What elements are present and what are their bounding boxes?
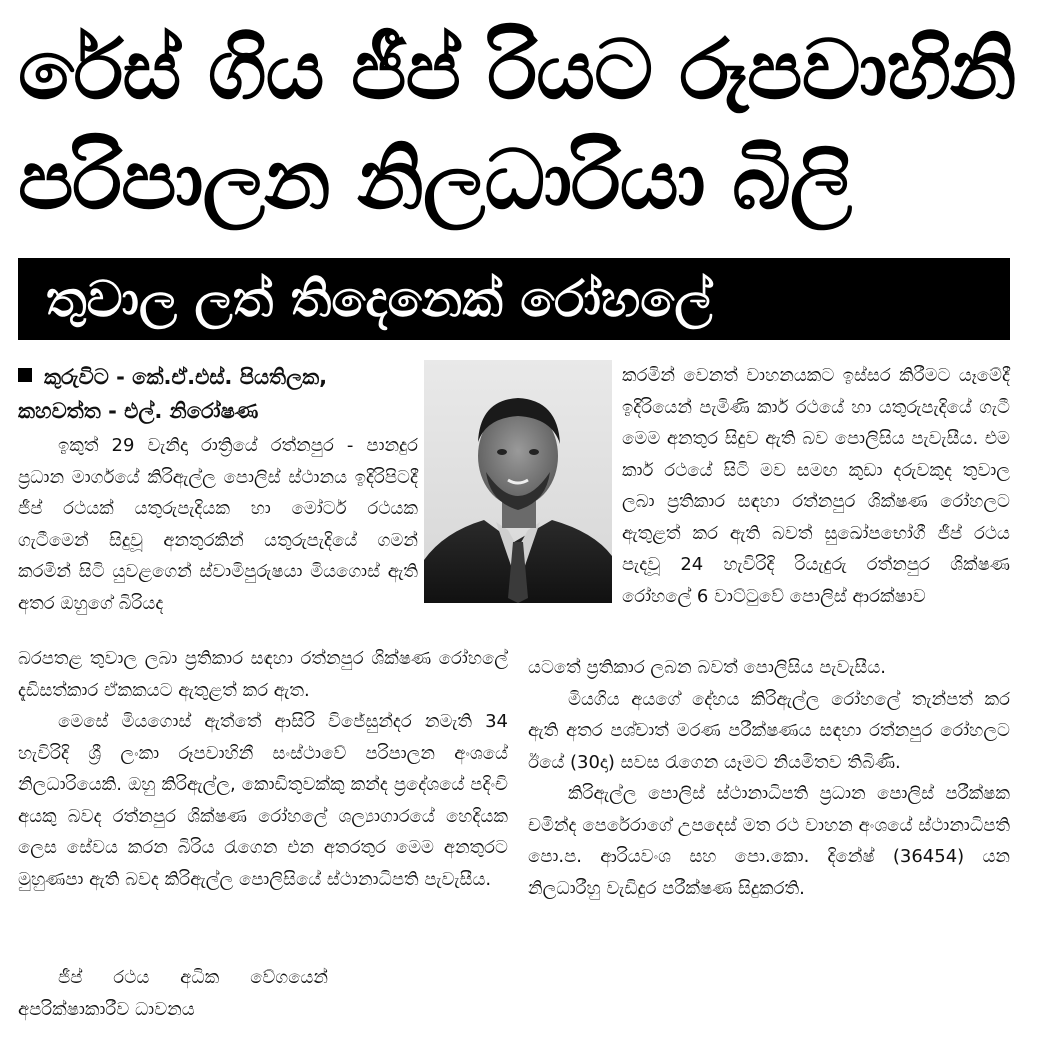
article-body-right-wide bbox=[528, 652, 1010, 904]
portrait-photo-icon bbox=[424, 360, 612, 603]
paragraph: ජීප් රථය අධික වේගයෙන් අපරික්ෂාකාරීව ධාවනය bbox=[18, 967, 328, 1020]
paragraph: කිරිඇල්ල පොලිස් ස්ථානාධිපති ප්‍රධාන පොලිස් පරීක්ෂක චමින්ද පෙරේරාගේ උපදෙස් මත රථ වාහන අංශයේ ස්ථානාධිපති පො.ප. ආරියවංශ සහ පො.කො. දිනේෂ් (36454) යන නිලධාරීහු වැඩිදුර පරීක්ෂණ සිදුකරති. bbox=[528, 783, 1010, 899]
headline-line-2: පරිපාලන නිලධාරියා බිලි bbox=[18, 133, 852, 228]
article-body-left-bottom bbox=[18, 962, 328, 1025]
subhead-bar bbox=[18, 258, 1010, 340]
byline-line-2: කහවත්ත - එල්. නිරෝෂණ bbox=[18, 399, 259, 423]
paragraph: බරපතළ තුවාල ලබා ප්‍රතිකාර සඳහා රත්නපුර ශික්ෂණ රෝහලේ දැඩිසත්කාර ඒකකයට ඇතුළත් කර ඇත. bbox=[18, 648, 508, 701]
paragraph: යටතේ ප්‍රතිකාර ලබන බවත් පොලිසිය පැවැසීය. bbox=[528, 657, 886, 678]
article-body-right-top bbox=[622, 360, 1010, 612]
byline bbox=[18, 360, 418, 428]
article-body-left-wide bbox=[18, 643, 508, 895]
paragraph: මියගිය අයගේ දේහය කිරිඇල්ල රෝහලේ තැන්පත් කර ඇති අතර පශ්චාත් මරණ පරීක්ෂණය සඳහා රත්නපුර රෝහලට ඊයේ (30දා) සවස රැගෙන යෑමට නියමිතව තිබිණි. bbox=[528, 688, 1010, 773]
paragraph: කරමින් වෙනත් වාහනයකට ඉස්සර කිරීමට යෑමේදී ඉදිරියෙන් පැමිණි කාර් රථයේ හා යතුරුපැදියේ ගැටී මෙම අනතුර සිදුව ඇති බව පොලිසිය පැවැසීය. එම කාර් රථයේ සිටි මව සමඟ කුඩා දරුවකුද තුවාල ලබා ප්‍රතිකාර සඳහා රත්නපුර ශික්ෂණ රෝහලට ඇතුළත් කර ඇති බවත් සුඛෝපභෝගී ජීප් රථය පැදවූ 24 හැවිරිදි රියැදුරු රත්නපුර ශික්ෂණ රෝහලේ 6 වාට්ටුවේ පොලිස් ආරක්ෂාව bbox=[622, 365, 1010, 607]
article-body-left-top bbox=[18, 430, 418, 619]
subhead-text: තුවාල ලත් තිදෙනෙක් රෝහලේ bbox=[46, 270, 713, 328]
paragraph: මෙසේ මියගොස් ඇත්තේ ආසිරි විජේසුන්දර නමැති 34 හැවිරිදි ශ්‍රී ලංකා රූපවාහිනී සංස්ථාවේ පරිපාලන අංශයේ නිලධාරියෙකි. ඔහු කිරිඇල්ල, කොඩිතුවක්කු කන්ද ප්‍රදේශයේ පදිංචි අයකු බවද රත්නපුර ශික්ෂණ රෝහලේ ශල්‍යාගාරයේ හෙදියක ලෙස සේවය කරන බිරිය රැගෙන එන අතරතුර මෙම අනතුරට මුහුණපා ඇති බවද කිරිඇල්ල පොලිසියේ ස්ථානාධිපති පැවැසීය. bbox=[18, 711, 508, 890]
headline-line-1: රේස් ගිය ජීප් රියට රූපවාහිනි bbox=[18, 23, 1016, 118]
headline bbox=[18, 16, 1028, 236]
byline-text-1: කුරුවිට - කේ.ඒ.එස්. පියතිලක, bbox=[44, 365, 328, 389]
paragraph: ඉකුත් 29 වැනිදා රාත්‍රියේ රත්නපුර - පානදුර ප්‍රධාන මාර්ගයේ කිරිඇල්ල පොලිස් ස්ථානය ඉදිරිපිටදී ජීප් රථයක් යතුරුපැදියක හා මෝටර් රථයක ගැටීමෙන් සිදුවූ අනතුරකින් යතුරුපැදියේ ගමන් කරමින් සිටි යුවළගෙන් ස්වාමිපුරුෂයා මියගොස් ඇති අතර ඔහුගේ බිරියද bbox=[18, 435, 418, 614]
bullet-square-icon bbox=[18, 368, 32, 382]
byline-line-1 bbox=[18, 360, 418, 394]
